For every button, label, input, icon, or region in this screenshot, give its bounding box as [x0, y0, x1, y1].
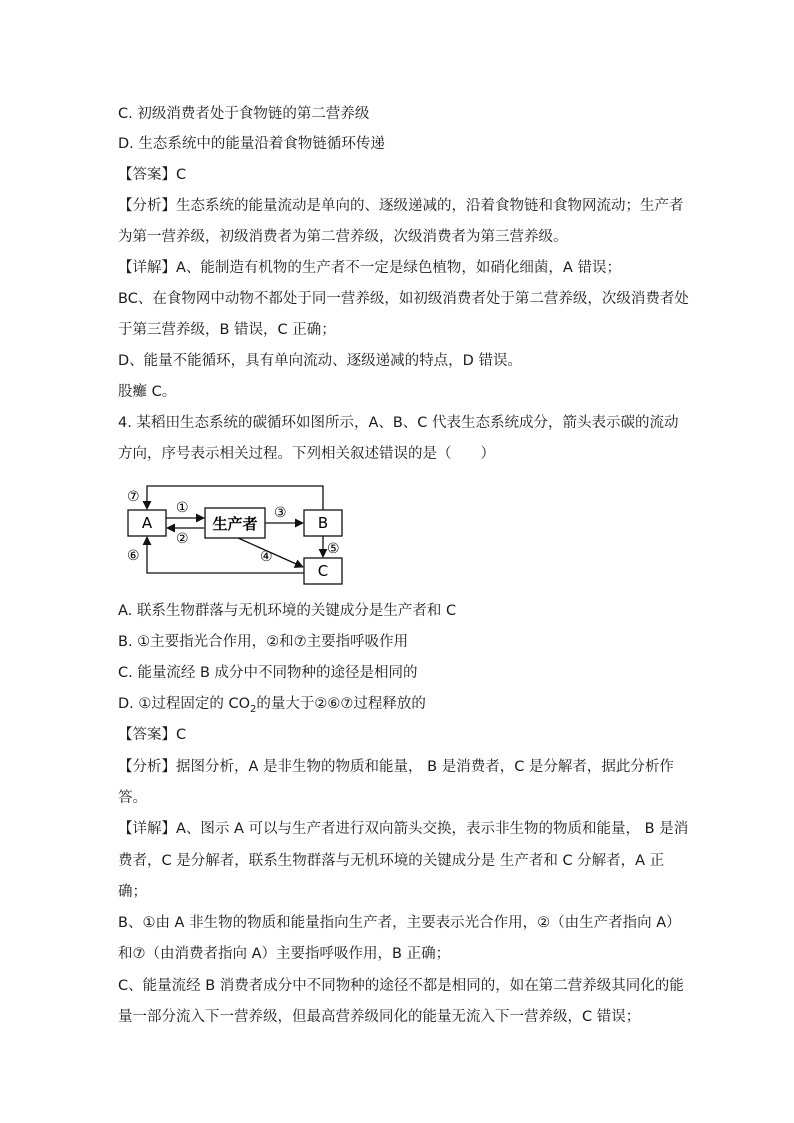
q3-closing: 股癱 C。	[118, 384, 177, 400]
option-d-text: D. ①过程固定的 CO	[118, 696, 251, 712]
q3-analysis-line2: 为第一营养级，初级消费者为第二营养级，次级消费者为第三营养级。	[118, 229, 568, 245]
q4-detail-line6: C、能量流经 B 消费者成分中不同物种的途径不都是相同的，如在第二营养级其同化的能	[118, 978, 684, 994]
q3-detail-line4: D、能量不能循环，具有单向流动、逐级递减的特点，D 错误。	[118, 353, 522, 369]
q4-answer: 【答案】C	[118, 727, 187, 743]
q3-answer: 【答案】C	[118, 167, 187, 183]
label-2: ②	[176, 531, 189, 547]
label-7: ⑦	[127, 489, 140, 505]
carbon-cycle-diagram	[118, 478, 358, 588]
q4-detail-line3: 确；	[118, 884, 147, 900]
q4-detail-line1: 【详解】A、图示 A 可以与生产者进行双向箭头交换，表示非生物的物质和能量， B 是消	[118, 821, 689, 837]
q4-detail-line7: 量一部分流入下一营养级，但最高营养级同化的能量无流入下一营养级，C 错误；	[118, 1009, 641, 1025]
label-1: ①	[176, 500, 189, 516]
q4-option-c: C. 能量流经 B 成分中不同物种的途径是相同的	[118, 665, 418, 681]
label-5: ⑤	[327, 541, 340, 557]
q4-analysis-line1: 【分析】据图分析，A 是非生物的物质和能量， B 是消费者，C 是分解者，据此分析作	[118, 759, 674, 775]
q4-detail-line5: 和⑦（由消费者指向 A）主要指呼吸作用，B 正确；	[118, 946, 451, 962]
option-c-prev: C. 初级消费者处于食物链的第二营养级	[118, 106, 370, 122]
box-producer-label: 生产者	[212, 515, 258, 533]
q3-detail-line2: BC、在食物网中动物不都处于同一营养级，如初级消费者处于第二营养级，次级消费者处	[118, 291, 689, 307]
q4-detail-line2: 费者，C 是分解者，联系生物群落与无机环境的关键成分是 生产者和 C 分解者，A 正	[118, 853, 665, 869]
label-6: ⑥	[127, 548, 140, 564]
q4-detail-line4: B、①由 A 非生物的物质和能量指向生产者，主要表示光合作用，②（由生产者指向 A）	[118, 915, 681, 931]
option-d-subscript: 2	[250, 703, 257, 715]
arrow-6	[147, 537, 304, 573]
box-b-label: B	[317, 514, 329, 532]
q4-analysis-line2: 答。	[118, 790, 147, 806]
box-c-label: C	[317, 562, 329, 580]
q3-detail-line3: 于第三营养级，B 错误，C 正确；	[118, 322, 336, 338]
label-4: ④	[260, 549, 273, 565]
q3-analysis-line1: 【分析】生态系统的能量流动是单向的、逐级递减的，沿着食物链和食物网流动；生产者	[118, 198, 684, 214]
box-a-label: A	[141, 514, 153, 532]
option-d-text-end: 的量大于②⑥⑦过程释放的	[256, 696, 426, 712]
arrow-7	[147, 486, 323, 510]
option-d-prev: D. 生态系统中的能量沿着食物链循环传递	[118, 136, 385, 152]
label-3: ③	[274, 505, 287, 521]
q3-detail-line1: 【详解】A、能制造有机物的生产者不一定是绿色植物，如硝化细菌，A 错误；	[118, 260, 621, 276]
q4-option-d	[118, 694, 426, 720]
q4-option-b: B. ①主要指光合作用，②和⑦主要指呼吸作用	[118, 634, 409, 650]
q4-stem-line2: 方向，序号表示相关过程。下列相关叙述错误的是（ ）	[118, 446, 495, 462]
q4-stem-line1: 4. 某稻田生态系统的碳循环如图所示，A、B、C 代表生态系统成分，箭头表示碳的流动	[118, 415, 679, 431]
q4-option-a: A. 联系生物群落与无机环境的关键成分是生产者和 C	[118, 603, 457, 619]
